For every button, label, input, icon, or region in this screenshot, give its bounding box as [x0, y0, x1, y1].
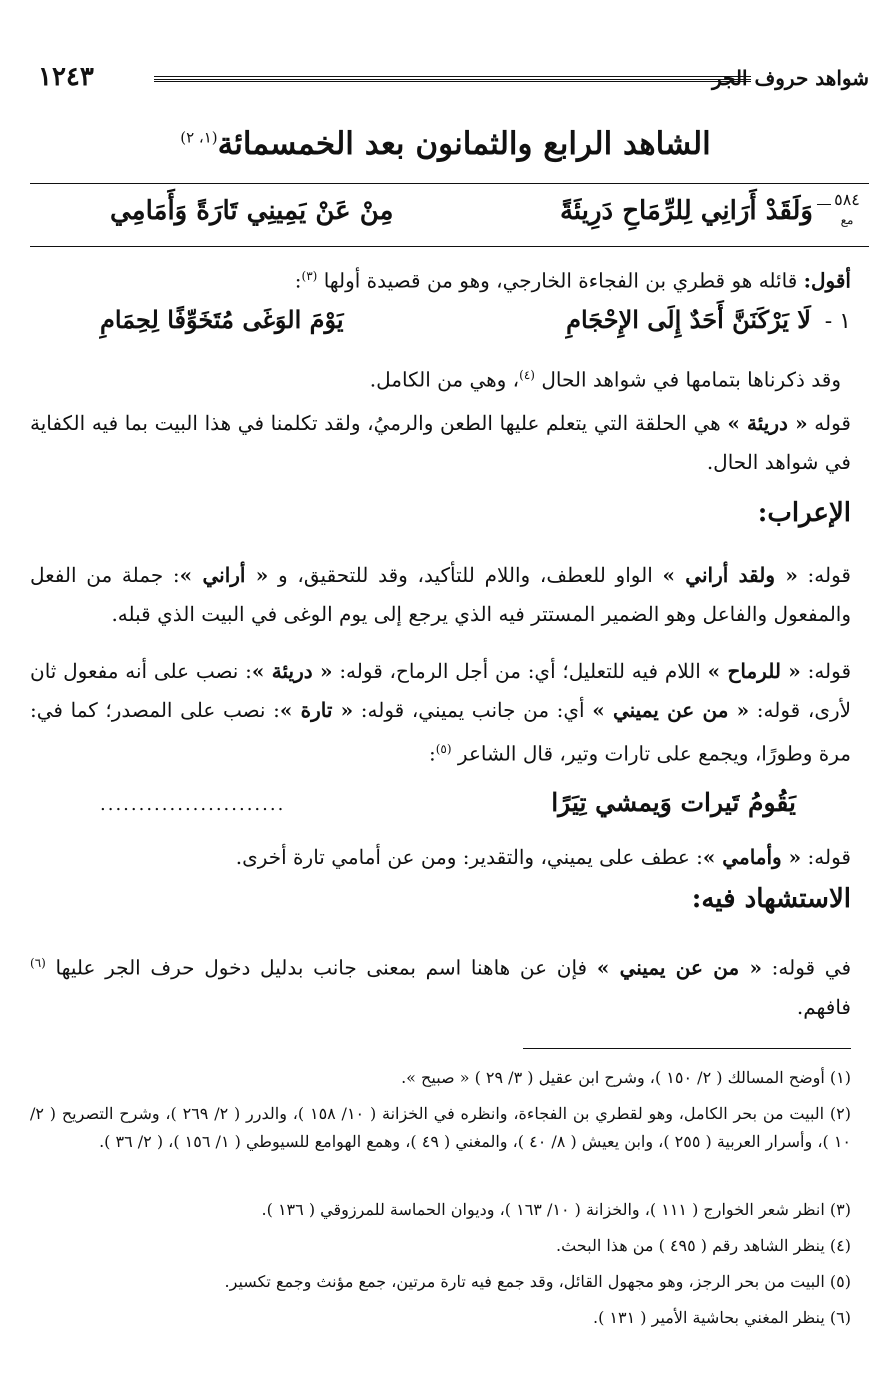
footnote-5: (٥) البيت من بحر الرجز، وهو مجهول القائل، وقد جمع فيه تارة مرتين، جمع مؤنث وجمع تكسير.: [224, 1272, 851, 1291]
irab-paragraph-3: [30, 838, 851, 877]
section-title-note: (١، ٢): [180, 128, 218, 147]
irab-paragraph-2: [30, 652, 851, 774]
irab-2-d: « دريئة »: [251, 659, 333, 683]
after-verse-text-1: وقد ذكرناها بتمامها في شواهد الحال: [541, 367, 841, 392]
after-verse-text-2: ، وهي من الكامل.: [369, 367, 520, 392]
irab-1-a: قوله:: [807, 563, 851, 587]
paragraph-1-a: قوله: [814, 411, 851, 435]
quote-verse: [100, 788, 796, 828]
istishhad-a: في قوله:: [771, 955, 852, 980]
paragraph-1-c: هي الحلقة التي يتعلم عليها الطعن والرميُ، ولقد تكلمنا في هذا البيت بما فيه الكفاية في شواهد الحال.: [30, 411, 851, 474]
footnote-rule: [523, 1048, 851, 1049]
verse-hemistich-2: مِنْ عَنْ يَمِينِي تَارَةً وَأَمَامِي: [110, 196, 394, 226]
irab-2-f: « من عن يميني »: [592, 698, 750, 722]
istishhad-note: (٦): [30, 956, 46, 970]
irab-1-e: : جملة من الفعل والمفعول والفاعل وهو الضمير المستتر فيه الذي يرجع إلى يوم الوغى في البيت الذي قبله.: [30, 563, 851, 626]
irab-1-d: « أراني »: [179, 563, 269, 587]
irab-3-c: : عطف على يميني، والتقدير: ومن عن أمامي تارة أخرى.: [235, 845, 703, 869]
footnote-3: (٣) انظر شعر الخوارج ( ١١١ )، والخزانة ( ١٠/ ١٦٣ )، وديوان الحماسة للمرزوقي ( ١٣٦ ).: [261, 1200, 851, 1219]
verse-number-tick: [817, 204, 831, 205]
footnote-1: (١) أوضح المسالك ( ٢/ ١٥٠ )، وشرح ابن عقيل ( ٣/ ٢٩ ) « صبيح ».: [401, 1068, 851, 1087]
intro-text: قائله هو قطري بن الفجاءة الخارجي، وهو من قصيدة أولها: [323, 268, 798, 293]
quote-text: يَقُومُ تَيرات وَيمشي تِيَرًا: [551, 788, 796, 817]
istishhad-heading: الاستشهاد فيه:: [691, 884, 851, 914]
footnote-6: (٦) ينظر المغني بحاشية الأمير ( ١٣١ ).: [593, 1308, 851, 1327]
irab-2-a: قوله:: [807, 659, 852, 683]
irab-2-g: أي: من جانب يميني، قوله:: [360, 698, 585, 722]
verse-1-hemistich-1: لَا يَرْكَنَنَّ أَحَدٌ إِلَى الإِحْجَامِ: [566, 305, 811, 334]
irab-2-c: اللام فيه للتعليل؛ أي: من أجل الرماح، قوله:: [339, 659, 701, 683]
after-verse-note: (٤): [519, 368, 535, 382]
verse-number-value: ٥٨٤: [834, 190, 860, 209]
intro-lead: أقول:: [803, 268, 851, 293]
irab-1-c: الواو للعطف، واللام للتأكيد، وقد للتحقيق، و: [278, 563, 653, 587]
irab-2-e: : نصب على أنه مفعول ثان لأرى، قوله:: [30, 659, 852, 722]
irab-2-i: : نصب على المصدر؛ كما في: مرة وطورًا، ويجمع على تارات وتير، قال الشاعر: [30, 698, 851, 766]
intro-paragraph: [30, 257, 851, 301]
running-title: شواهد حروف الجر: [711, 66, 869, 90]
irab-3-a: قوله:: [807, 845, 851, 869]
irab-2-h: « تارة »: [279, 698, 354, 722]
istishhad-d: فافهم.: [796, 994, 851, 1019]
header-rule-lower: [154, 81, 751, 82]
irab-heading: الإعراب:: [757, 498, 851, 528]
running-header: [30, 62, 869, 98]
irab-3-b: « وأمامي »: [702, 845, 802, 869]
verse-number: [827, 192, 867, 228]
irab-2-b: « للرماح »: [707, 659, 801, 683]
paragraph-1: [30, 404, 851, 482]
footnote-2: (٢) البيت من بحر الكامل، وهو لقطري بن الفجاءة، وانظره في الخزانة ( ١٠/ ١٥٨ )، والدرر ( ٢/ ٢٦٩ )، وشرح التصريح ( ٢/ ١٠ )، وأسرار العربية ( ٢٥٥ )، وابن يعيش ( ٨/ ٤٠ )، والمغني ( ٤٩ )، وهمع الهوامع للسيوطي ( ١/ ١٥٦ )، ( ٢/ ٣٦ ).: [30, 1104, 852, 1151]
intro-note: (٣): [301, 269, 318, 283]
section-title: [30, 126, 861, 162]
page-number: ١٢٤٣: [38, 62, 94, 92]
quote-dots: ........................: [100, 794, 286, 815]
verse-1-hemistich-2: يَوْمَ الوَغَى مُتَخَوِّفًا لِحِمَامِ: [100, 305, 344, 334]
header-rule: [154, 76, 751, 80]
footnote-4: (٤) ينظر الشاهد رقم ( ٤٩٥ ) من هذا البحث.: [556, 1236, 851, 1255]
paragraph-1-b: « دريئة »: [727, 411, 808, 435]
section-title-text: الشاهد الرابع والثمانون بعد الخمسمائة: [217, 126, 711, 162]
verse-box: [30, 183, 869, 247]
irab-1-b: « ولقد أراني »: [662, 563, 798, 587]
verse-1-number: ١ -: [824, 309, 851, 334]
irab-2-note: (٥): [435, 742, 452, 756]
istishhad-b: « من عن يميني »: [596, 955, 762, 980]
intro-end: :: [294, 268, 302, 293]
istishhad-paragraph: [30, 944, 851, 1027]
irab-paragraph-1: [30, 556, 851, 634]
verse-1: [80, 303, 851, 343]
istishhad-c: فإن عن هاهنا اسم بمعنى جانب بدليل دخول حرف الجر عليها: [55, 955, 588, 980]
irab-2-j: :: [428, 741, 436, 766]
verse-number-sub: مع: [840, 213, 854, 227]
after-verse-paragraph: [30, 356, 841, 400]
verse-hemistich-1: وَلَقَدْ أَرَانِي لِلرِّمَاحِ دَرِيئَةً: [559, 196, 813, 226]
